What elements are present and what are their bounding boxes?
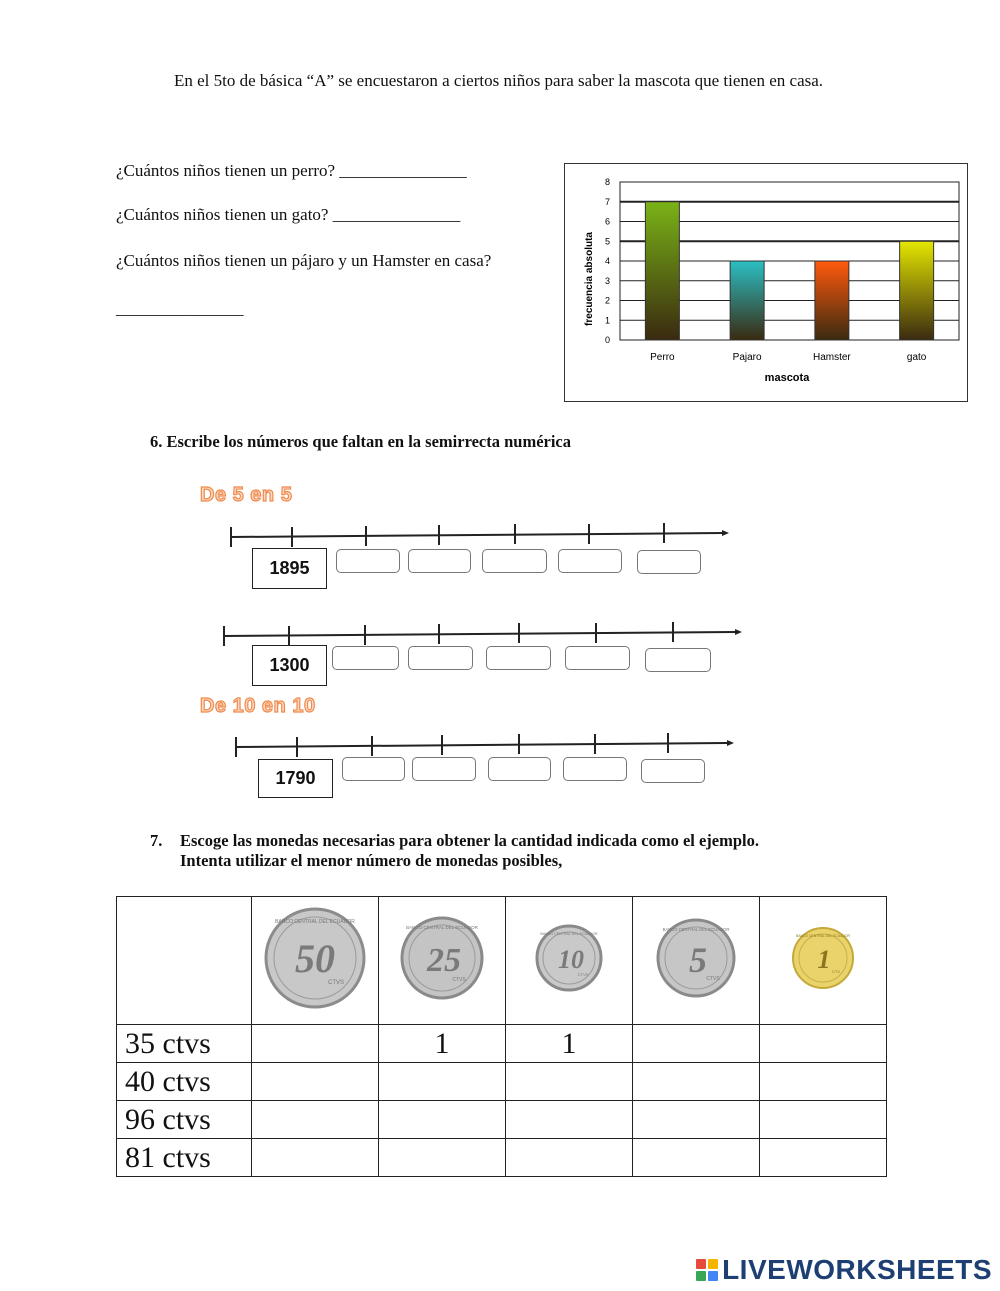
coin-cell-25 <box>379 897 506 1025</box>
answer-box[interactable] <box>412 757 476 781</box>
coin-25-value: 25 <box>427 942 461 979</box>
answer-box[interactable] <box>336 549 400 573</box>
number-line-1 <box>231 523 729 547</box>
empty-header-cell <box>117 897 252 1025</box>
question-cat: ¿Cuántos niños tienen un gato? _______________ <box>116 205 461 224</box>
coin-1-value: 1 <box>817 945 831 974</box>
chart-svg <box>565 164 967 401</box>
chart-bar-pajaro <box>730 261 764 340</box>
coin-count-cell[interactable] <box>760 1025 887 1063</box>
coin-50-value: 50 <box>295 936 335 981</box>
coin-count-cell[interactable] <box>506 1063 633 1101</box>
step-label-by-5: De 5 en 5 <box>200 484 293 506</box>
answer-box[interactable] <box>488 757 551 781</box>
coin-cell-5 <box>633 897 760 1025</box>
number-line-3-start: 1790 <box>258 759 333 798</box>
number-line-2 <box>224 622 742 646</box>
chart-y-tick: 5 <box>604 236 610 247</box>
coin-5-value: 5 <box>689 940 707 980</box>
chart-y-tick: 1 <box>604 315 610 326</box>
chart-y-axis-label: frecuencia absoluta <box>584 232 595 326</box>
number-line-1-start: 1895 <box>252 548 327 589</box>
coin-count-cell[interactable] <box>252 1101 379 1139</box>
logo-block <box>696 1271 706 1281</box>
answer-box[interactable] <box>641 759 705 783</box>
coin-count-cell[interactable] <box>633 1139 760 1177</box>
coin-count-cell[interactable] <box>252 1063 379 1101</box>
question-bird-hamster: ¿Cuántos niños tienen un pájaro y un Hamster en casa? <box>116 251 492 270</box>
coin-count-cell[interactable] <box>379 1139 506 1177</box>
coin-10-value: 10 <box>558 945 584 974</box>
chart-y-tick: 8 <box>604 177 610 187</box>
section-7-number: 7. <box>150 831 163 850</box>
table-row <box>117 1025 887 1063</box>
chart-y-tick: 3 <box>604 275 610 286</box>
chart-bar-perro <box>645 202 679 340</box>
coin-cell-1 <box>760 897 887 1025</box>
logo-text: LIVEWORKSHEETS <box>722 1254 992 1285</box>
coin-count-cell[interactable] <box>633 1063 760 1101</box>
coin-count-cell[interactable] <box>633 1025 760 1063</box>
section-7-line-1: Escoge las monedas necesarias para obtener la cantidad indicada como el ejemplo. <box>180 831 759 850</box>
chart-x-tick: Hamster <box>812 352 851 363</box>
question-dog: ¿Cuántos niños tienen un perro? _______________ <box>116 161 467 180</box>
coin-count-cell[interactable] <box>760 1139 887 1177</box>
section-6-title: 6. Escribe los números que faltan en la semirrecta numérica <box>150 432 572 451</box>
coin-cell-50 <box>252 897 379 1025</box>
logo-block <box>696 1259 706 1269</box>
answer-box[interactable] <box>332 646 399 670</box>
answer-box[interactable] <box>408 549 471 573</box>
coin-25-legend: BANCO CENTRAL DEL ECUADOR <box>406 925 478 930</box>
coin-10-legend: BANCO CENTRAL DEL ECUADOR <box>540 932 598 936</box>
number-line-3 <box>236 733 734 757</box>
coin-10-icon <box>534 923 604 993</box>
pets-bar-chart <box>564 163 968 402</box>
answer-box[interactable] <box>558 549 622 573</box>
coin-count-cell[interactable] <box>633 1101 760 1139</box>
coins-table <box>116 896 887 1177</box>
amount-label: 96 ctvs <box>117 1101 252 1139</box>
answer-box[interactable] <box>486 646 551 670</box>
answer-box[interactable] <box>637 550 701 574</box>
amount-label: 35 ctvs <box>117 1025 252 1063</box>
chart-y-tick: 0 <box>604 335 610 345</box>
coin-count-cell[interactable] <box>252 1025 379 1063</box>
logo-block <box>708 1259 718 1269</box>
coin-50-legend: BANCO CENTRAL DEL ECUADOR <box>275 919 355 925</box>
coin-1-legend: BANCO CENTRAL DEL ECUADOR <box>795 934 851 938</box>
amount-label: 81 ctvs <box>117 1139 252 1177</box>
coin-25-label: CTVS <box>452 977 466 983</box>
coin-5-icon <box>655 917 737 999</box>
chart-x-axis-label: mascota <box>764 372 810 384</box>
coin-5-label: CTVS <box>706 976 720 982</box>
section-7-instructions <box>150 831 759 871</box>
logo-blocks-icon <box>696 1259 718 1281</box>
coin-count-cell[interactable] <box>760 1101 887 1139</box>
step-label-by-10: De 10 en 10 <box>200 695 316 717</box>
answer-box[interactable] <box>408 646 473 670</box>
coin-10-label: CTVS <box>577 972 589 977</box>
coin-5-legend: BANCO CENTRAL DEL ECUADOR <box>662 927 730 932</box>
answer-box[interactable] <box>645 648 711 672</box>
chart-y-tick: 4 <box>604 256 610 266</box>
answer-box[interactable] <box>482 549 547 573</box>
chart-y-tick: 2 <box>604 295 610 306</box>
coin-1-label: CTV <box>832 969 840 974</box>
coin-count-cell[interactable]: 1 <box>379 1025 506 1063</box>
coin-25-icon <box>399 915 485 1001</box>
chart-x-tick: gato <box>906 352 927 363</box>
table-row <box>117 1063 887 1101</box>
chart-y-tick: 6 <box>604 216 610 227</box>
intro-text: En el 5to de básica “A” se encuestaron a ciertos niños para saber la mascota que tienen en casa. <box>174 71 824 90</box>
answer-box[interactable] <box>565 646 630 670</box>
answer-box[interactable] <box>342 757 405 781</box>
coin-cell-10 <box>506 897 633 1025</box>
coin-count-cell[interactable] <box>252 1139 379 1177</box>
coins-header-row <box>117 897 887 1025</box>
answer-line-bird-hamster: _______________ <box>116 299 244 318</box>
coin-count-cell[interactable] <box>506 1139 633 1177</box>
coin-1-icon <box>790 925 856 991</box>
chart-y-tick: 7 <box>604 196 610 207</box>
section-7-line-2: Intenta utilizar el menor número de monedas posibles, <box>180 851 563 870</box>
table-row <box>117 1139 887 1177</box>
chart-x-tick: Pajaro <box>732 352 762 363</box>
liveworksheets-logo <box>696 1254 992 1286</box>
coin-50-icon <box>262 906 368 1010</box>
chart-x-tick: Perro <box>650 352 675 363</box>
logo-block <box>708 1271 718 1281</box>
chart-bar-hamster <box>815 261 849 340</box>
answer-box[interactable] <box>563 757 627 781</box>
number-line-2-start: 1300 <box>252 645 327 686</box>
chart-bar-gato <box>900 241 934 340</box>
coin-50-label: CTVS <box>327 980 345 986</box>
coin-count-cell[interactable] <box>379 1063 506 1101</box>
table-row <box>117 1101 887 1139</box>
coin-count-cell[interactable] <box>760 1063 887 1101</box>
coin-count-cell[interactable]: 1 <box>506 1025 633 1063</box>
coin-count-cell[interactable] <box>379 1101 506 1139</box>
coin-count-cell[interactable] <box>506 1101 633 1139</box>
amount-label: 40 ctvs <box>117 1063 252 1101</box>
